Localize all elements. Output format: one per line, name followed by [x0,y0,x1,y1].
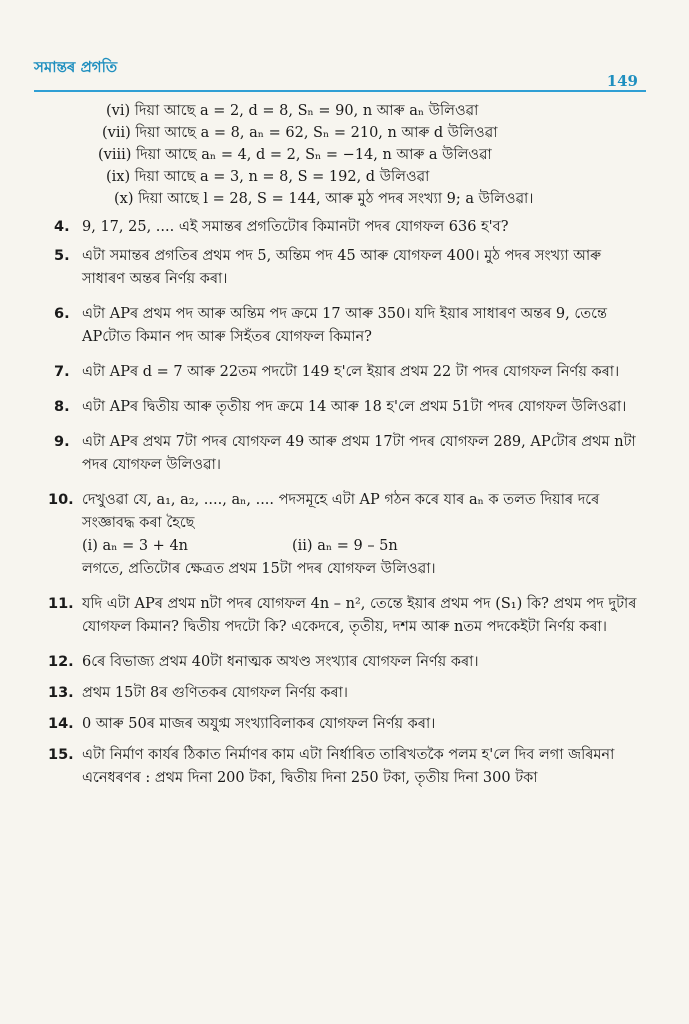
question-10 [48,489,648,535]
header-rule [34,90,646,92]
question-text: যদি এটা APৰ প্ৰথম nটা পদৰ যোগফল 4n – n², তেন্তে ইয়াৰ প্ৰথম পদ (S₁) কি? প্ৰথম পদ দুটাৰ যোগফল কিমান? দ্বিতীয় পদটো কি? একেদৰে, তৃতীয়, দশম আৰু nতম পদকেইটা নিৰ্ণয় কৰা। [82,596,637,635]
page-number: 149 [606,72,638,90]
question-11 [48,593,648,639]
question-text: এটা APৰ দ্বিতীয় আৰু তৃতীয় পদ ক্ৰমে 14 আৰু 18 হ'লে প্ৰথম 51টা পদৰ যোগফল উলিওৱা। [82,399,627,415]
question-number: 4. [54,219,70,235]
question-number: 6. [54,306,70,322]
sub-item-label: (viii) [98,147,132,163]
question-text: 6ৰে বিভাজ্য প্ৰথম 40টা ধনাত্মক অখণ্ড সংখ্যাৰ যোগফল নিৰ্ণয় কৰা। [82,654,479,670]
sub-item-viii [58,144,648,166]
question-9 [54,431,648,477]
question-number: 12. [48,654,74,670]
question-7 [54,361,648,384]
question-text: 9, 17, 25, .... এই সমান্তৰ প্ৰগতিটোৰ কিমানটা পদৰ যোগফল 636 হ'ব? [82,219,509,235]
sub-item-text: দিয়া আছে a = 3, n = 8, S = 192, d উলিওৱা [134,169,430,185]
sub-item-vi [58,100,648,122]
question-text: এটা APৰ d = 7 আৰু 22তম পদটো 149 হ'লে ইয়াৰ প্ৰথম 22 টা পদৰ যোগফল নিৰ্ণয় কৰা। [82,364,620,380]
option-i: (i) aₙ = 3 + 4n [82,538,189,554]
question-5 [54,245,648,291]
question-text: এটা সমান্তৰ প্ৰগতিৰ প্ৰথম পদ 5, অন্তিম পদ 45 আৰু যোগফল 400। মুঠ পদৰ সংখ্যা আৰু সাধাৰণ অন্তৰ নিৰ্ণয় কৰা। [82,248,602,287]
chapter-title: সমান্তৰ প্ৰগতি [34,58,118,76]
question-number: 14. [48,716,74,732]
question-number: 7. [54,364,70,380]
sub-item-ix [58,166,648,188]
option-ii: (ii) aₙ = 9 – 5n [292,538,398,554]
question-10-followup: লগতে, প্ৰতিটোৰ ক্ষেত্ৰত প্ৰথম 15টা পদৰ যোগফল উলিওৱা। [82,561,436,577]
sub-item-label: (vi) [106,103,131,119]
question-12 [48,651,648,674]
question-text: এটা APৰ প্ৰথম পদ আৰু অন্তিম পদ ক্ৰমে 17 আৰু 350। যদি ইয়াৰ সাধাৰণ অন্তৰ 9, তেন্তে APটোত কিমান পদ আৰু সিহঁতৰ যোগফল কিমান? [82,306,607,345]
question-number: 13. [48,685,74,701]
sub-item-text: দিয়া আছে aₙ = 4, d = 2, Sₙ = −14, n আৰু a উলিওৱা [136,147,492,163]
question-text: এটা APৰ প্ৰথম 7টা পদৰ যোগফল 49 আৰু প্ৰথম 17টা পদৰ যোগফল 289, APটোৰ প্ৰথম nটা পদৰ যোগফল উলিওৱা। [82,434,636,473]
sub-item-x [58,188,648,210]
question-4 [54,216,648,239]
sub-item-text: দিয়া আছে l = 28, S = 144, আৰু মুঠ পদৰ সংখ্যা 9; a উলিওৱা। [138,191,534,207]
sub-item-vii [58,122,648,144]
sub-item-text: দিয়া আছে a = 2, d = 8, Sₙ = 90, n আৰু aₙ উলিওৱা [134,103,479,119]
exercise-content [48,100,648,790]
question-number: 15. [48,747,74,763]
question-text: এটা নিৰ্মাণ কাৰ্যৰ ঠিকাত নিৰ্মাণৰ কাম এটা নিৰ্ধাৰিত তাৰিখতকৈ পলম হ'লে দিব লগা জৰিমনা এনেধৰণৰ : প্ৰথম দিনা 200 টকা, দ্বিতীয় দিনা 250 টকা, তৃতীয় দিনা 300 টকা [82,747,615,786]
question-number: 8. [54,399,70,415]
sub-item-text: দিয়া আছে a = 8, aₙ = 62, Sₙ = 210, n আৰু d উলিওৱা [135,125,498,141]
sub-item-label: (ix) [106,169,131,185]
question-text: দেখুওৱা যে, a₁, a₂, ...., aₙ, .... পদসমূহে এটা AP গঠন কৰে যাৰ aₙ ক তলত দিয়াৰ দৰে সংজ্ঞাবদ্ধ কৰা হৈছে [82,492,600,531]
page-header [34,56,646,92]
question-text: 0 আৰু 50ৰ মাজৰ অযুগ্ম সংখ্যাবিলাকৰ যোগফল নিৰ্ণয় কৰা। [82,716,436,732]
question-number: 10. [48,492,74,508]
question-number: 11. [48,596,74,612]
question-6 [54,303,648,349]
question-number: 9. [54,434,70,450]
question-10-options [58,535,648,558]
question-14 [48,713,648,736]
sub-item-label: (x) [114,191,134,207]
question-number: 5. [54,248,70,264]
question-15 [48,744,648,790]
question-text: প্ৰথম 15টা 8ৰ গুণিতকৰ যোগফল নিৰ্ণয় কৰা। [82,685,348,701]
sub-item-label: (vii) [102,125,131,141]
question-13 [48,682,648,705]
question-8 [54,396,648,419]
